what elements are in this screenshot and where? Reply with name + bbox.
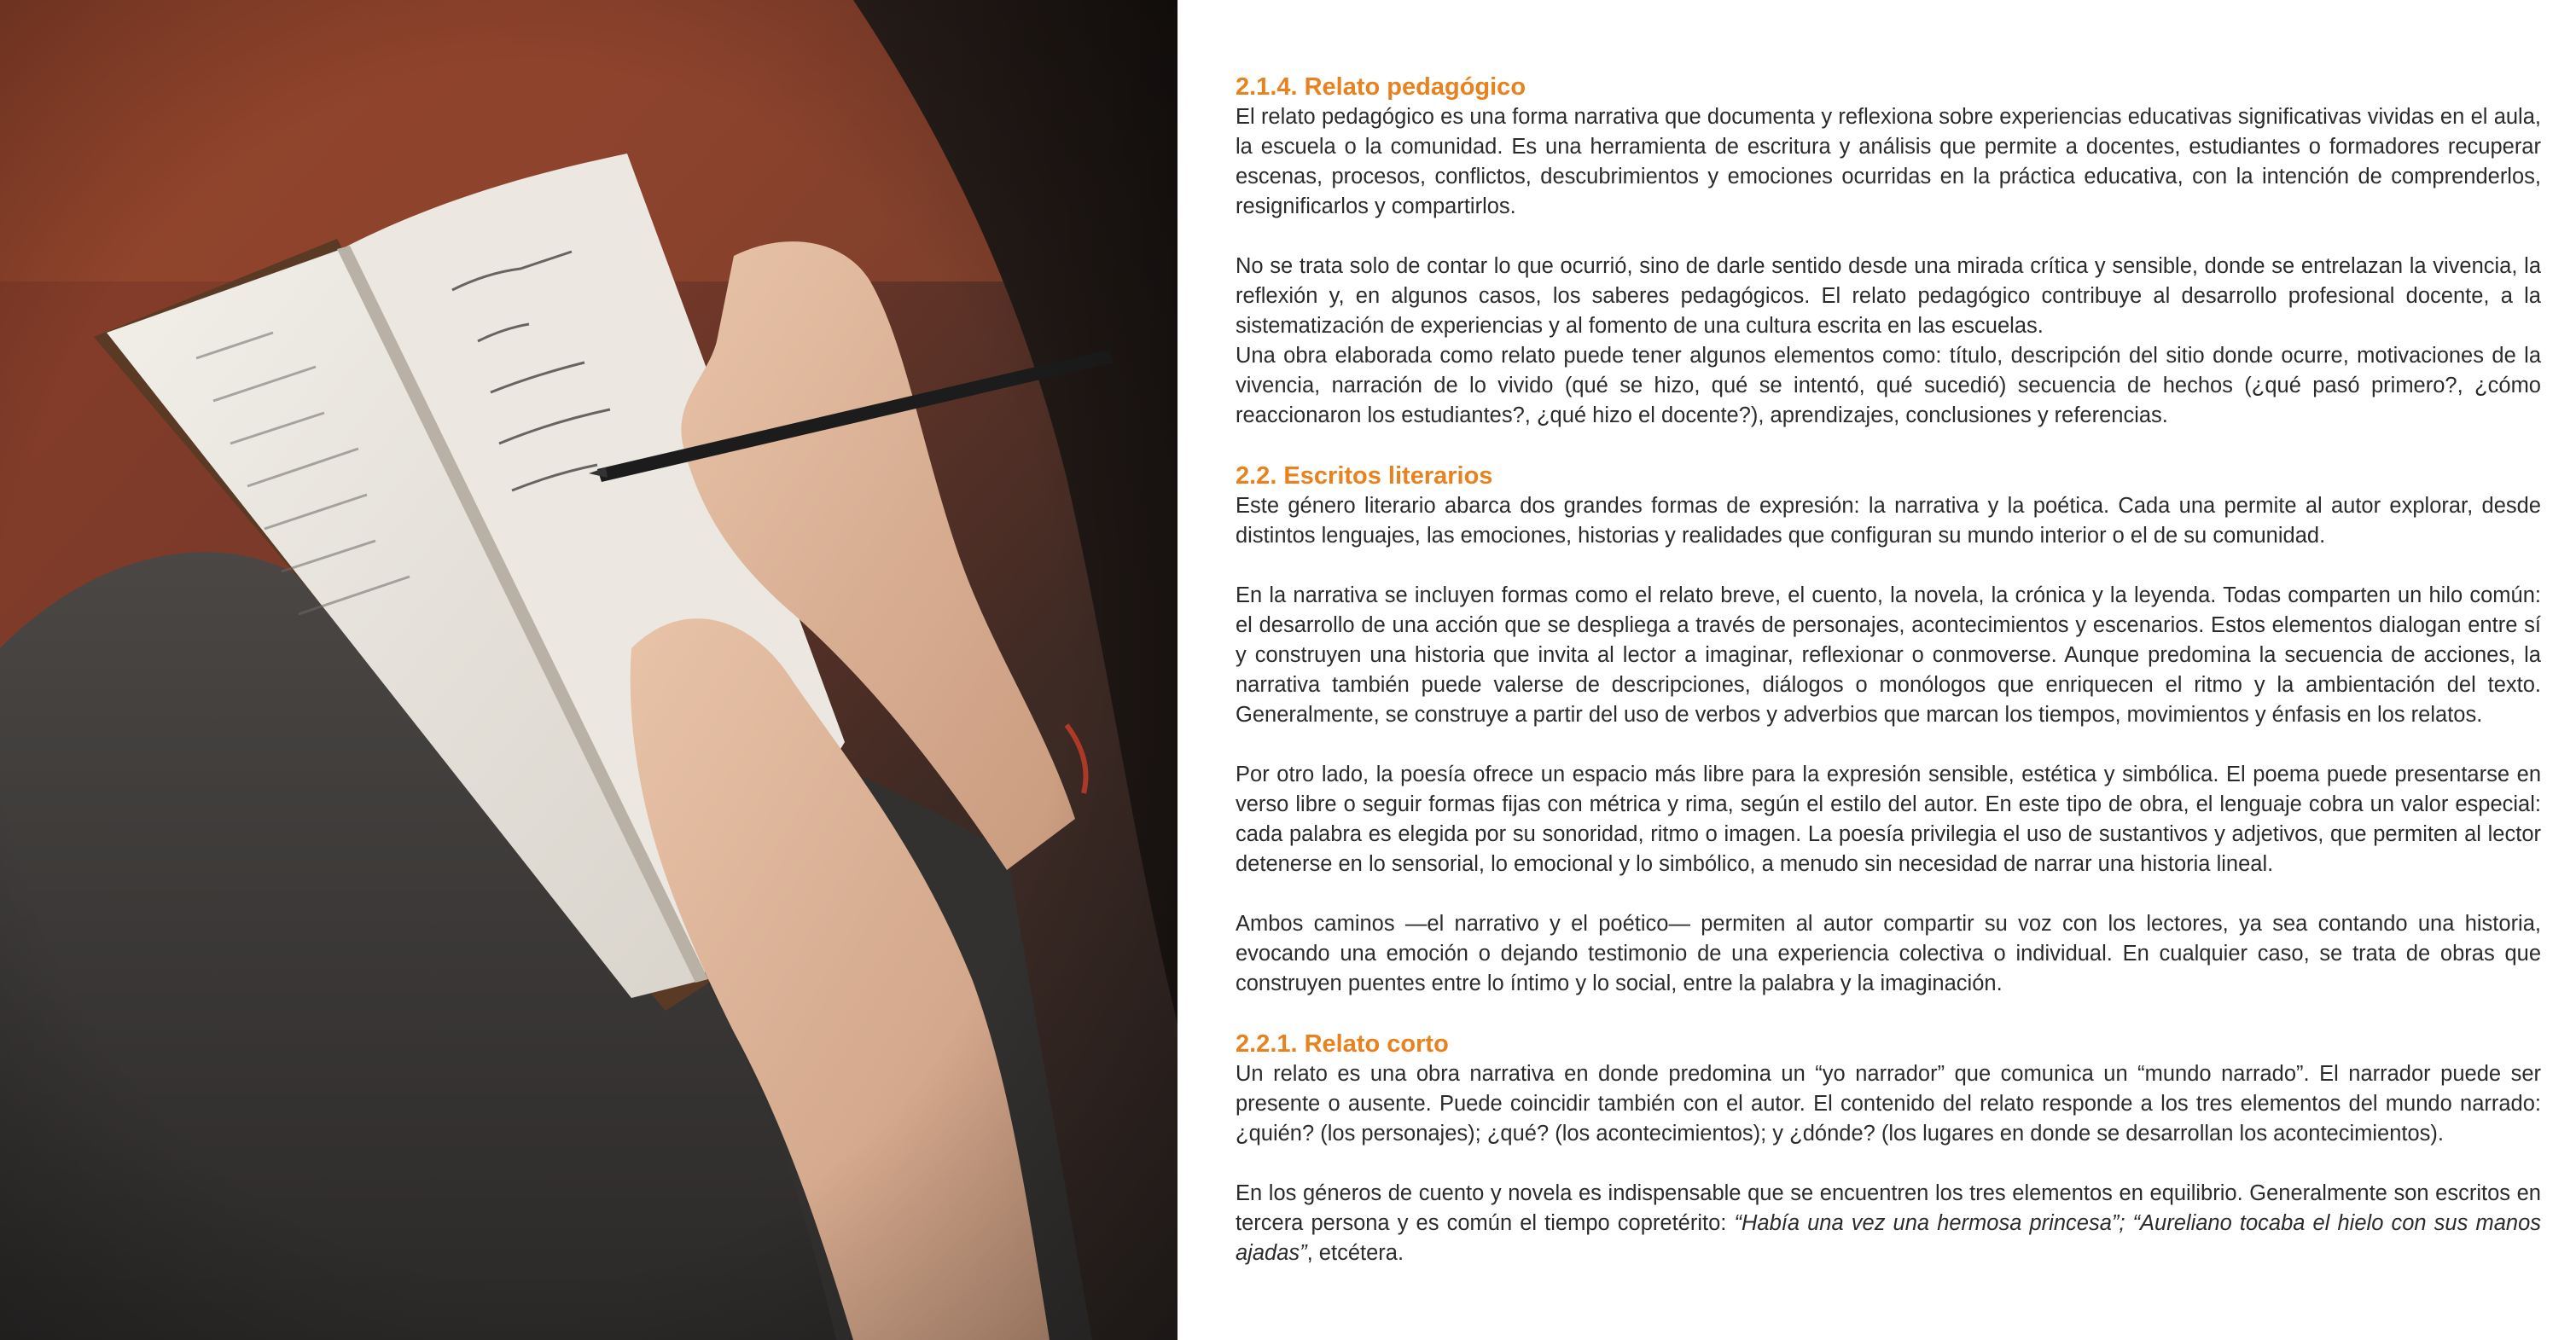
spacer xyxy=(1236,222,2541,252)
paragraph xyxy=(1236,1179,2541,1268)
paragraph: Una obra elaborada como relato puede tener algunos elementos como: título, descripción del sitio donde ocurre, motivaciones de la vivencia, narración de lo vivido (qué se hizo, qué se intentó, qué sucedió) secuencia de hechos (¿qué pasó primero?, ¿cómo reaccionaron los estudiantes?, ¿qué hizo el docente?), aprendizajes, conclusiones y referencias. xyxy=(1236,344,2541,427)
spacer xyxy=(1236,879,2541,909)
paragraph: Ambos caminos —el narrativo y el poético— permiten al autor compartir su voz con los lectores, ya sea contando una historia, evocando una emoción o dejando testimonio de una experiencia colectiva o individual. En cualquier caso, se trata de obras que construyen puentes entre lo íntimo y lo social, entre la palabra y la imaginación. xyxy=(1236,912,2541,995)
paragraph-text: En los géneros de cuento y novela es indispensable que se encuentren los tres elementos en equilibrio. Generalmente son escritos en tercera persona y es común el tiempo copretérito: xyxy=(1236,1181,2541,1235)
section-heading-escritos-literarios: 2.2. Escritos literarios xyxy=(1236,462,1493,490)
photo-illustration xyxy=(0,0,1178,1340)
paragraph-text: , etcétera. xyxy=(1306,1241,1404,1265)
spacer xyxy=(1236,999,2541,1029)
spacer xyxy=(1236,730,2541,760)
section-heading-relato-corto: 2.2.1. Relato corto xyxy=(1236,1030,1449,1058)
person-writing-in-notebook-photo xyxy=(0,0,1178,1340)
spacer xyxy=(1236,1149,2541,1179)
spacer xyxy=(1236,551,2541,581)
paragraph: No se trata solo de contar lo que ocurrió, sino de darle sentido desde una mirada crítica y sensible, donde se entrelazan la vivencia, la reflexión y, en algunos casos, los saberes pedagógicos. El relato pedagógico contribuye al desarrollo profesional docente, a la sistematización de experiencias y al fomento de una cultura escrita en las escuelas. xyxy=(1236,254,2541,338)
paragraph: Por otro lado, la poesía ofrece un espacio más libre para la expresión sensible, estética y simbólica. El poema puede presentarse en verso libre o seguir formas fijas con métrica y rima, según el estilo del autor. En este tipo de obra, el lenguaje cobra un valor especial: cada palabra es elegida por su sonoridad, ritmo o imagen. La poesía privilegia el uso de sustantivos y adjetivos, que permiten al lector detenerse en lo sensorial, lo emocional y lo simbólico, a menudo sin necesidad de narrar una historia lineal. xyxy=(1236,763,2541,876)
section-heading-relato-pedagogico: 2.1.4. Relato pedagógico xyxy=(1236,73,1526,101)
text-column xyxy=(1236,72,2541,1317)
paragraph: Este género literario abarca dos grandes formas de expresión: la narrativa y la poética. Cada una permite al autor explorar, desde distintos lenguajes, las emociones, historias y realidades que configuran su mundo interior o el de su comunidad. xyxy=(1236,494,2541,548)
example-quote: “Había una vez una hermosa princesa”; “Aureliano tocaba el hielo con sus manos ajadas” xyxy=(1236,1211,2542,1265)
paragraph: El relato pedagógico es una forma narrativa que documenta y reflexiona sobre experiencias educativas significativas vividas en el aula, la escuela o la comunidad. Es una herramienta de escritura y análisis que permite a docentes, estudiantes o formadores recuperar escenas, procesos, conflictos, descubrimientos y emociones ocurridas en la práctica educativa, con la intención de comprenderlos, resignificarlos y compartirlos. xyxy=(1236,105,2541,218)
paragraph: Un relato es una obra narrativa en donde predomina un “yo narrador” que comunica un “mundo narrado”. El narrador puede ser presente o ausente. Puede coincidir también con el autor. El contenido del relato responde a los tres elementos del mundo narrado: ¿quién? (los personajes); ¿qué? (los acontecimientos); y ¿dónde? (los lugares en donde se desarrollan los acontecimientos). xyxy=(1236,1062,2541,1146)
spacer xyxy=(1236,431,2541,461)
paragraph: En la narrativa se incluyen formas como el relato breve, el cuento, la novela, la crónica y la leyenda. Todas comparten un hilo común: el desarrollo de una acción que se despliega a través de personajes, acontecimientos y escenarios. Estos elementos dialogan entre sí y construyen una historia que invita al lector a imaginar, reflexionar o conmoverse. Aunque predomina la secuencia de acciones, la narrativa también puede valerse de descripciones, diálogos o monólogos que enriquecen el ritmo y la ambientación del texto. Generalmente, se construye a partir del uso de verbos y adverbios que marcan los tiempos, movimientos y énfasis en los relatos. xyxy=(1236,583,2541,727)
